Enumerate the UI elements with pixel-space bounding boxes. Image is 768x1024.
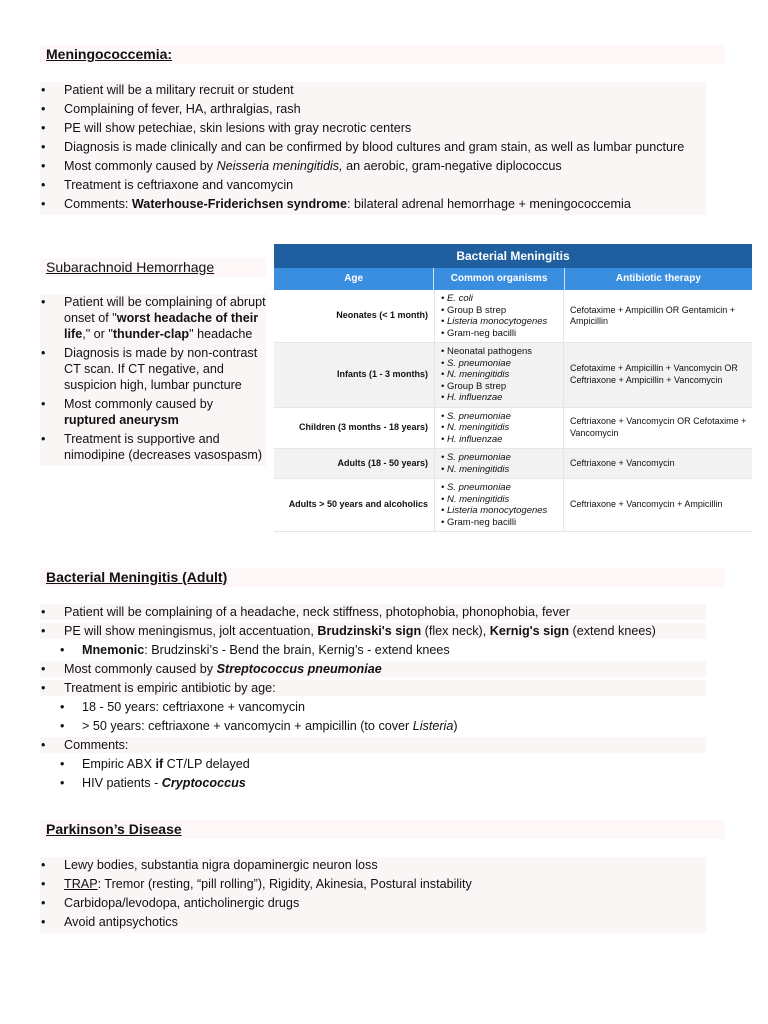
table-row (274, 479, 752, 532)
organism: • N. meningitidis (441, 494, 563, 506)
cell-organisms (434, 290, 564, 342)
parkinsons-list (40, 857, 706, 933)
list-item: • Empiric ABX if CT/LP delayed (40, 756, 706, 772)
list-item: • Treatment is empiric antibiotic by age: (40, 680, 706, 696)
organism: • E. coli (441, 293, 563, 305)
list-item: • > 50 years: ceftriaxone + vancomycin + ampicillin (to cover Listeria) (40, 718, 706, 734)
list-item: • Comments: Waterhouse-Friderichsen syndrome: bilateral adrenal hemorrhage + meningococcemia (40, 196, 706, 212)
organism: • N. meningitidis (441, 369, 563, 381)
cell-therapy: Ceftriaxone + Vancomycin (570, 457, 675, 468)
organism: • N. meningitidis (441, 422, 563, 434)
table-title: Bacterial Meningitis (274, 244, 752, 268)
organism: • S. pneumoniae (441, 411, 563, 423)
list-item: • Complaining of fever, HA, arthralgias, rash (40, 101, 706, 117)
table-row (274, 449, 752, 479)
section-title-sah: Subarachnoid Hemorrhage (40, 258, 266, 277)
cell-organisms (434, 408, 564, 449)
organism: • Listeria monocytogenes (441, 505, 563, 517)
list-item: • Comments: (40, 737, 706, 753)
organism: • Neonatal pathogens (441, 346, 563, 358)
list-item: • Diagnosis is made by non-contrast CT scan. If CT negative, and suspicion high, lumbar puncture (40, 345, 266, 393)
list-item: • HIV patients - Cryptococcus (40, 775, 706, 791)
organism: • Gram-neg bacilli (441, 328, 563, 340)
organism: • H. influenzae (441, 392, 563, 404)
organism: • Gram-neg bacilli (441, 517, 563, 529)
list-item: • Patient will be complaining of abrupt onset of "worst headache of their life," or "thunder-clap" headache (40, 294, 266, 342)
organism: • S. pneumoniae (441, 358, 563, 370)
organism: • H. influenzae (441, 434, 563, 446)
section-title-meningococcemia: Meningococcemia: (40, 45, 725, 64)
bacterial-meningitis-list (40, 604, 706, 794)
header-age: Age (274, 268, 434, 290)
meningococcemia-list (40, 82, 706, 215)
table-row (274, 343, 752, 408)
cell-organisms (434, 449, 564, 478)
list-item: • PE will show petechiae, skin lesions with gray necrotic centers (40, 120, 706, 136)
list-item: • Diagnosis is made clinically and can be confirmed by blood cultures and gram stain, as well as lumbar puncture (40, 139, 706, 155)
list-item: • Most commonly caused by ruptured aneurysm (40, 396, 266, 428)
cell-therapy: Ceftriaxone + Vancomycin OR Cefotaxime + Vancomycin (570, 416, 747, 438)
organism: • Listeria monocytogenes (441, 316, 563, 328)
list-item: • TRAP: Tremor (resting, “pill rolling”), Rigidity, Akinesia, Postural instability (40, 876, 706, 892)
cell-therapy: Cefotaxime + Ampicillin + Vancomycin OR Ceftriaxone + Ampicillin + Vancomycin (570, 363, 738, 385)
list-item: • Mnemonic: Brudzinski’s - Bend the brain, Kernig’s - extend knees (40, 642, 706, 658)
cell-age: Adults (18 - 50 years) (337, 457, 428, 468)
organism: • S. pneumoniae (441, 452, 563, 464)
organism: • Group B strep (441, 305, 563, 317)
cell-age: Adults > 50 years and alcoholics (288, 499, 428, 510)
list-item: • Treatment is ceftriaxone and vancomycin (40, 177, 706, 193)
cell-organisms (434, 479, 564, 531)
list-item: • Most commonly caused by Streptococcus pneumoniae (40, 661, 706, 677)
list-item: • Patient will be a military recruit or student (40, 82, 706, 98)
bacterial-meningitis-table (274, 244, 752, 558)
organism: • S. pneumoniae (441, 482, 563, 494)
list-item: • Avoid antipsychotics (40, 914, 706, 930)
list-item: • Patient will be complaining of a headache, neck stiffness, photophobia, phonophobia, fever (40, 604, 706, 620)
cell-age: Infants (1 - 3 months) (336, 369, 428, 379)
table-header (274, 268, 752, 290)
cell-organisms (434, 343, 564, 407)
cell-age: Neonates (< 1 month) (336, 310, 428, 321)
sah-list (40, 294, 266, 466)
table-body (274, 290, 752, 532)
header-organisms: Common organisms (434, 268, 564, 290)
cell-therapy: Ceftriaxone + Vancomycin + Ampicillin (570, 499, 723, 510)
list-item: • 18 - 50 years: ceftriaxone + vancomycin (40, 699, 706, 715)
organism: • Group B strep (441, 381, 563, 393)
list-item: • Carbidopa/levodopa, anticholinergic drugs (40, 895, 706, 911)
cell-therapy: Cefotaxime + Ampicillin OR Gentamicin + Ampicillin (570, 304, 736, 326)
cell-age: Children (3 months - 18 years) (298, 422, 428, 432)
list-item: • Most commonly caused by Neisseria meningitidis, an aerobic, gram-negative diplococcus (40, 158, 706, 174)
list-item: • Treatment is supportive and nimodipine (decreases vasospasm) (40, 431, 266, 463)
header-therapy: Antibiotic therapy (615, 273, 701, 284)
table-row (274, 290, 752, 343)
list-item: • PE will show meningismus, jolt accentuation, Brudzinski's sign (flex neck), Kernig's sign (extend knees) (40, 623, 706, 639)
organism: • N. meningitidis (441, 464, 563, 476)
table-row (274, 408, 752, 450)
list-item: • Lewy bodies, substantia nigra dopaminergic neuron loss (40, 857, 706, 873)
section-title-bacterial-meningitis: Bacterial Meningitis (Adult) (40, 568, 725, 587)
section-title-parkinsons: Parkinson’s Disease (40, 820, 725, 839)
